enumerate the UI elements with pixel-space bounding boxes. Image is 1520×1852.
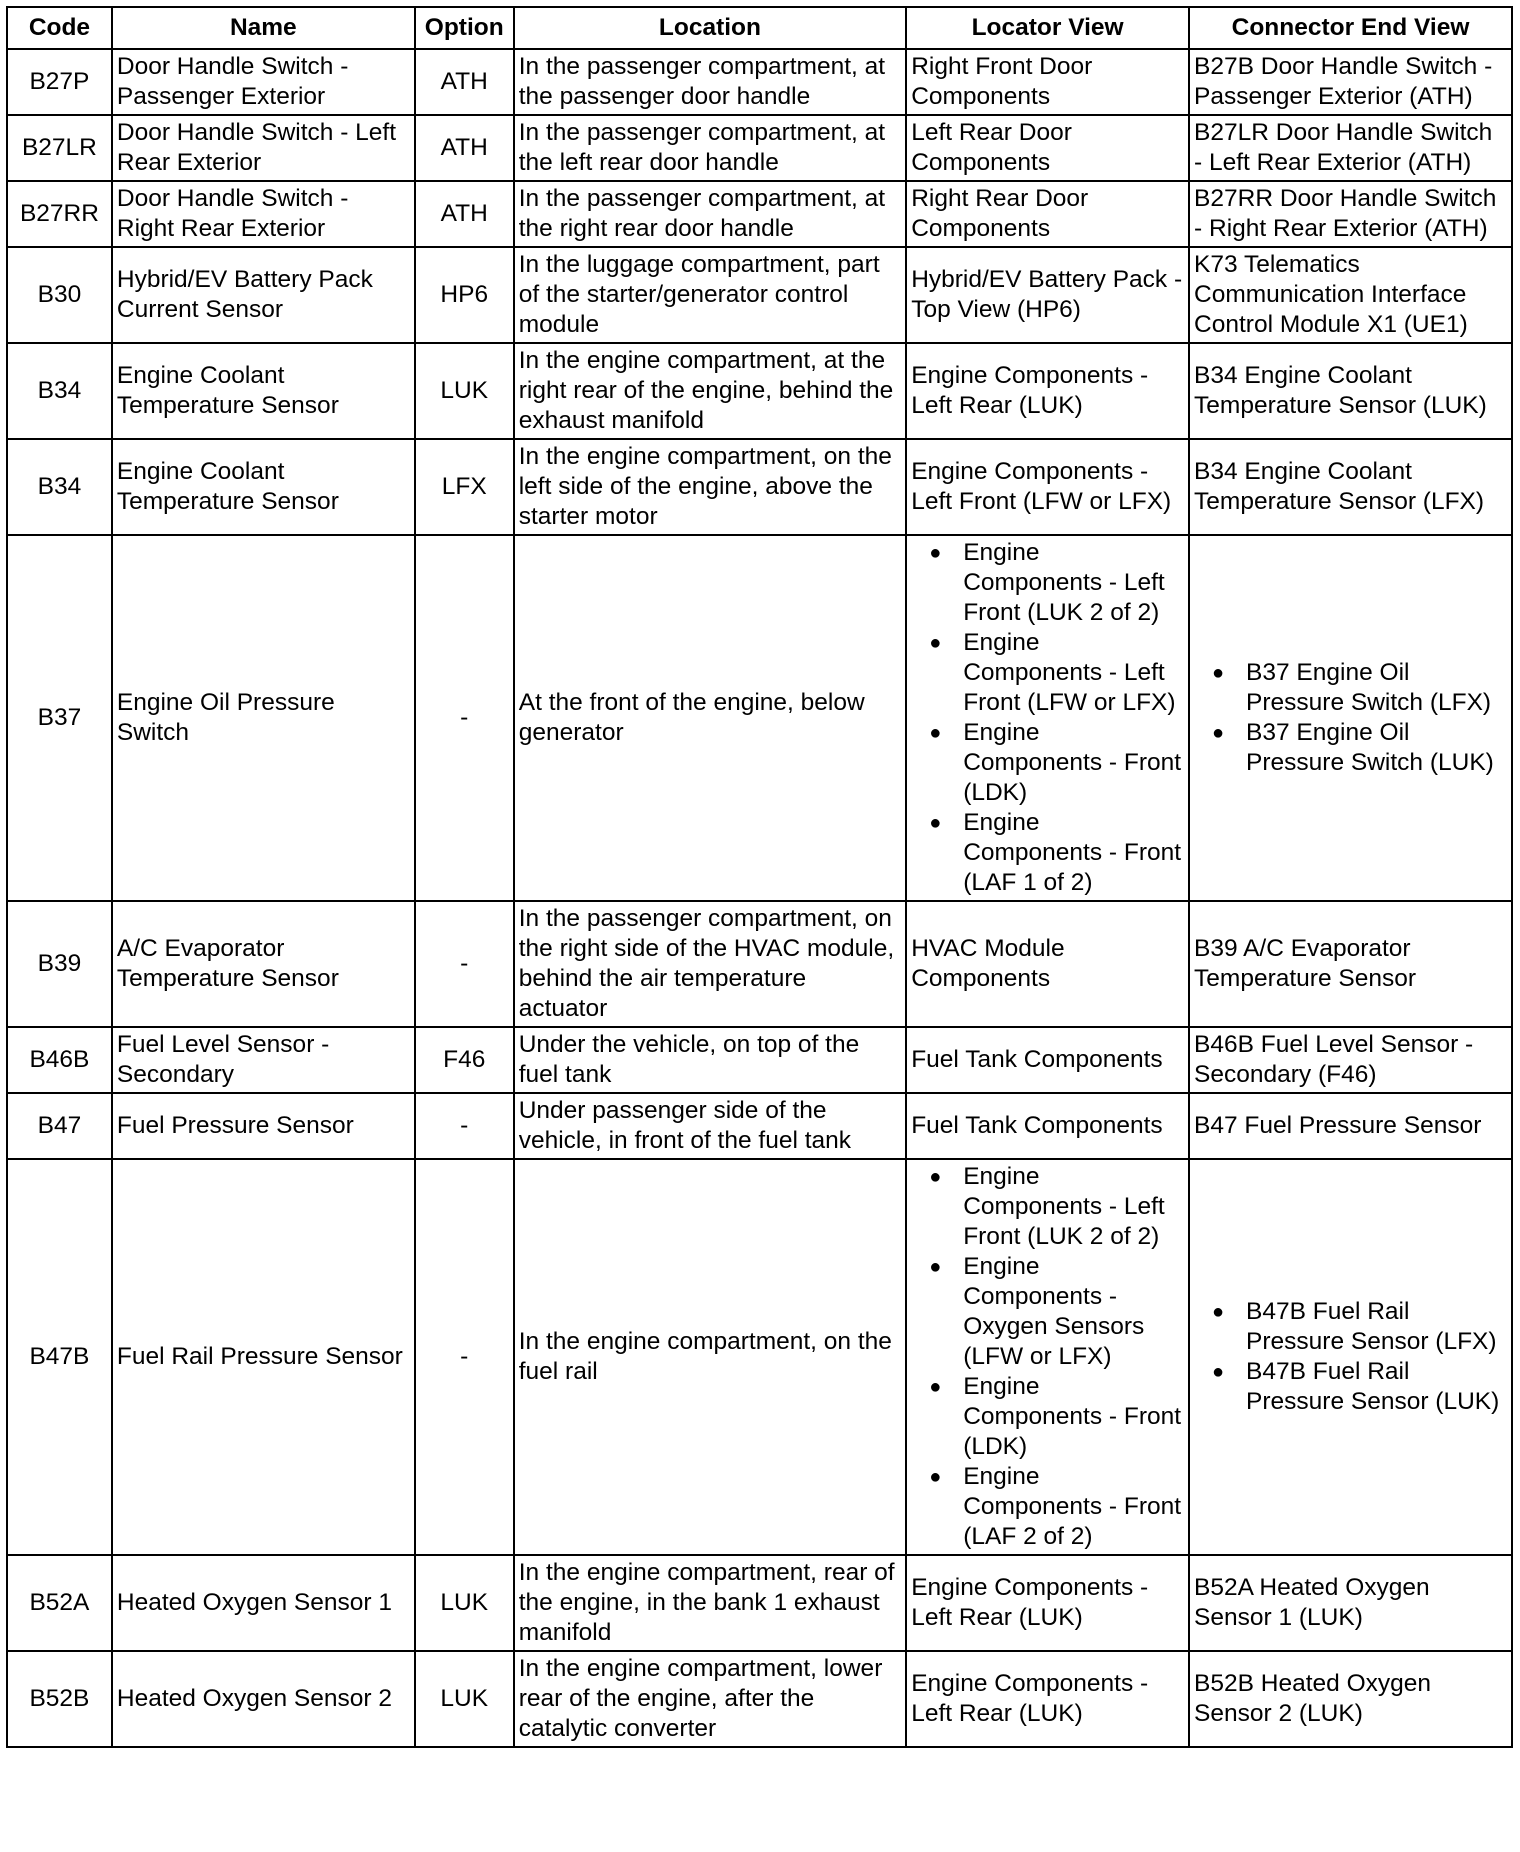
list-item: ● Engine Components - Front (LAF 2 of 2) (911, 1462, 1184, 1552)
cell-locator-view (906, 901, 1189, 1027)
cell-name: Engine Coolant Temperature Sensor (112, 439, 415, 535)
cell-connector-end-view (1189, 1651, 1512, 1747)
cell-locator-view (906, 1651, 1189, 1747)
cell-locator-view-text: Fuel Tank Components (911, 1046, 1163, 1073)
cell-locator-view-text: Fuel Tank Components (911, 1112, 1163, 1139)
cell-name: A/C Evaporator Temperature Sensor (112, 901, 415, 1027)
cell-location: In the passenger compartment, at the right rear door handle (514, 181, 906, 247)
cell-location: In the passenger compartment, at the left rear door handle (514, 115, 906, 181)
cell-name: Fuel Level Sensor - Secondary (112, 1027, 415, 1093)
table-row (7, 901, 1512, 1027)
cell-option: - (415, 1159, 514, 1555)
header-locator-view: Locator View (906, 7, 1189, 49)
cell-locator-view-list (911, 538, 1184, 898)
cell-code: B27P (7, 49, 112, 115)
cell-connector-end-view-list (1194, 658, 1507, 778)
header-location: Location (514, 7, 906, 49)
cell-option: ATH (415, 115, 514, 181)
table-body (7, 49, 1512, 1747)
cell-name: Engine Oil Pressure Switch (112, 535, 415, 901)
cell-connector-end-view-text: B34 Engine Coolant Temperature Sensor (LFX) (1194, 458, 1485, 515)
cell-connector-end-view-text: K73 Telematics Communication Interface Control Module X1 (UE1) (1194, 251, 1468, 338)
cell-connector-end-view (1189, 535, 1512, 901)
cell-locator-view-text: Engine Components - Left Rear (LUK) (911, 362, 1149, 419)
cell-locator-view (906, 1555, 1189, 1651)
cell-location: At the front of the engine, below generator (514, 535, 906, 901)
cell-locator-view (906, 49, 1189, 115)
cell-location: In the passenger compartment, on the right side of the HVAC module, behind the air temperature actuator (514, 901, 906, 1027)
table-row (7, 439, 1512, 535)
table-row (7, 1027, 1512, 1093)
list-item: ● Engine Components - Front (LDK) (911, 718, 1184, 808)
cell-locator-view (906, 1027, 1189, 1093)
cell-locator-view-text: Engine Components - Left Rear (LUK) (911, 1574, 1149, 1631)
cell-location: In the engine compartment, at the right rear of the engine, behind the exhaust manifold (514, 343, 906, 439)
cell-code: B34 (7, 439, 112, 535)
cell-connector-end-view-text: B52A Heated Oxygen Sensor 1 (LUK) (1194, 1574, 1430, 1631)
list-item: ● Engine Components - Oxygen Sensors (LFW or LFX) (911, 1252, 1184, 1372)
cell-connector-end-view-list (1194, 1297, 1507, 1417)
cell-connector-end-view (1189, 181, 1512, 247)
cell-locator-view (906, 535, 1189, 901)
cell-connector-end-view (1189, 115, 1512, 181)
cell-code: B27LR (7, 115, 112, 181)
cell-name: Fuel Rail Pressure Sensor (112, 1159, 415, 1555)
table-row (7, 535, 1512, 901)
component-locator-table (6, 6, 1513, 1748)
cell-code: B46B (7, 1027, 112, 1093)
cell-connector-end-view-text: B39 A/C Evaporator Temperature Sensor (1194, 935, 1417, 992)
list-item: ● Engine Components - Front (LAF 1 of 2) (911, 808, 1184, 898)
cell-connector-end-view-text: B47 Fuel Pressure Sensor (1194, 1112, 1482, 1139)
cell-option: F46 (415, 1027, 514, 1093)
cell-code: B47 (7, 1093, 112, 1159)
cell-code: B34 (7, 343, 112, 439)
cell-code: B39 (7, 901, 112, 1027)
cell-option: - (415, 901, 514, 1027)
list-item: ● Engine Components - Front (LDK) (911, 1372, 1184, 1462)
table-row (7, 1651, 1512, 1747)
cell-locator-view (906, 115, 1189, 181)
cell-connector-end-view (1189, 1159, 1512, 1555)
cell-locator-view-text: Engine Components - Left Rear (LUK) (911, 1670, 1149, 1727)
table-row (7, 181, 1512, 247)
cell-name: Engine Coolant Temperature Sensor (112, 343, 415, 439)
cell-connector-end-view (1189, 439, 1512, 535)
cell-location: In the engine compartment, lower rear of the engine, after the catalytic converter (514, 1651, 906, 1747)
component-locator-table-container (6, 6, 1513, 1748)
cell-connector-end-view (1189, 1555, 1512, 1651)
cell-locator-view-text: Engine Components - Left Front (LFW or LFX) (911, 458, 1172, 515)
cell-option: LUK (415, 1651, 514, 1747)
cell-option: LUK (415, 1555, 514, 1651)
cell-name: Heated Oxygen Sensor 1 (112, 1555, 415, 1651)
header-option: Option (415, 7, 514, 49)
cell-location: In the engine compartment, rear of the engine, in the bank 1 exhaust manifold (514, 1555, 906, 1651)
cell-code: B47B (7, 1159, 112, 1555)
cell-locator-view-list (911, 1162, 1184, 1552)
cell-name: Door Handle Switch - Left Rear Exterior (112, 115, 415, 181)
list-item: ● B47B Fuel Rail Pressure Sensor (LFX) (1194, 1297, 1507, 1357)
header-code: Code (7, 7, 112, 49)
cell-code: B37 (7, 535, 112, 901)
cell-connector-end-view (1189, 247, 1512, 343)
cell-locator-view (906, 439, 1189, 535)
table-row (7, 49, 1512, 115)
cell-location: Under the vehicle, on top of the fuel tank (514, 1027, 906, 1093)
table-row (7, 1093, 1512, 1159)
cell-location: In the passenger compartment, at the passenger door handle (514, 49, 906, 115)
table-row (7, 343, 1512, 439)
list-item: ● Engine Components - Left Front (LUK 2 of 2) (911, 538, 1184, 628)
cell-locator-view-text: Right Rear Door Components (911, 185, 1089, 242)
cell-code: B27RR (7, 181, 112, 247)
cell-locator-view (906, 181, 1189, 247)
cell-locator-view-text: Hybrid/EV Battery Pack - Top View (HP6) (911, 266, 1183, 323)
cell-connector-end-view-text: B34 Engine Coolant Temperature Sensor (LUK) (1194, 362, 1487, 419)
cell-connector-end-view (1189, 343, 1512, 439)
cell-locator-view-text: Left Rear Door Components (911, 119, 1072, 176)
cell-connector-end-view (1189, 1027, 1512, 1093)
cell-connector-end-view-text: B52B Heated Oxygen Sensor 2 (LUK) (1194, 1670, 1432, 1727)
cell-name: Heated Oxygen Sensor 2 (112, 1651, 415, 1747)
cell-option: ATH (415, 49, 514, 115)
cell-name: Hybrid/EV Battery Pack Current Sensor (112, 247, 415, 343)
cell-connector-end-view (1189, 901, 1512, 1027)
cell-connector-end-view-text: B27LR Door Handle Switch - Left Rear Exterior (ATH) (1194, 119, 1493, 176)
cell-option: - (415, 1093, 514, 1159)
table-row (7, 247, 1512, 343)
cell-name: Door Handle Switch - Passenger Exterior (112, 49, 415, 115)
cell-name: Fuel Pressure Sensor (112, 1093, 415, 1159)
cell-connector-end-view-text: B46B Fuel Level Sensor - Secondary (F46) (1194, 1031, 1474, 1088)
cell-connector-end-view-text: B27B Door Handle Switch - Passenger Exterior (ATH) (1194, 53, 1493, 110)
list-item: ● B37 Engine Oil Pressure Switch (LFX) (1194, 658, 1507, 718)
cell-option: ATH (415, 181, 514, 247)
cell-code: B30 (7, 247, 112, 343)
cell-locator-view (906, 247, 1189, 343)
cell-option: HP6 (415, 247, 514, 343)
cell-option: LUK (415, 343, 514, 439)
cell-locator-view-text: HVAC Module Components (911, 935, 1065, 992)
table-header (7, 7, 1512, 49)
cell-option: - (415, 535, 514, 901)
cell-code: B52B (7, 1651, 112, 1747)
table-row (7, 115, 1512, 181)
cell-location: Under passenger side of the vehicle, in front of the fuel tank (514, 1093, 906, 1159)
header-name: Name (112, 7, 415, 49)
cell-locator-view (906, 1159, 1189, 1555)
list-item: ● Engine Components - Left Front (LUK 2 of 2) (911, 1162, 1184, 1252)
cell-connector-end-view (1189, 1093, 1512, 1159)
list-item: ● B47B Fuel Rail Pressure Sensor (LUK) (1194, 1357, 1507, 1417)
cell-code: B52A (7, 1555, 112, 1651)
header-connector-end-view: Connector End View (1189, 7, 1512, 49)
table-row (7, 1159, 1512, 1555)
cell-location: In the luggage compartment, part of the starter/generator control module (514, 247, 906, 343)
table-row (7, 1555, 1512, 1651)
cell-locator-view-text: Right Front Door Components (911, 53, 1093, 110)
cell-location: In the engine compartment, on the fuel rail (514, 1159, 906, 1555)
list-item: ● Engine Components - Left Front (LFW or LFX) (911, 628, 1184, 718)
cell-locator-view (906, 343, 1189, 439)
cell-connector-end-view-text: B27RR Door Handle Switch - Right Rear Exterior (ATH) (1194, 185, 1497, 242)
list-item: ● B37 Engine Oil Pressure Switch (LUK) (1194, 718, 1507, 778)
cell-name: Door Handle Switch - Right Rear Exterior (112, 181, 415, 247)
cell-location: In the engine compartment, on the left side of the engine, above the starter motor (514, 439, 906, 535)
cell-locator-view (906, 1093, 1189, 1159)
header-row (7, 7, 1512, 49)
cell-option: LFX (415, 439, 514, 535)
cell-connector-end-view (1189, 49, 1512, 115)
